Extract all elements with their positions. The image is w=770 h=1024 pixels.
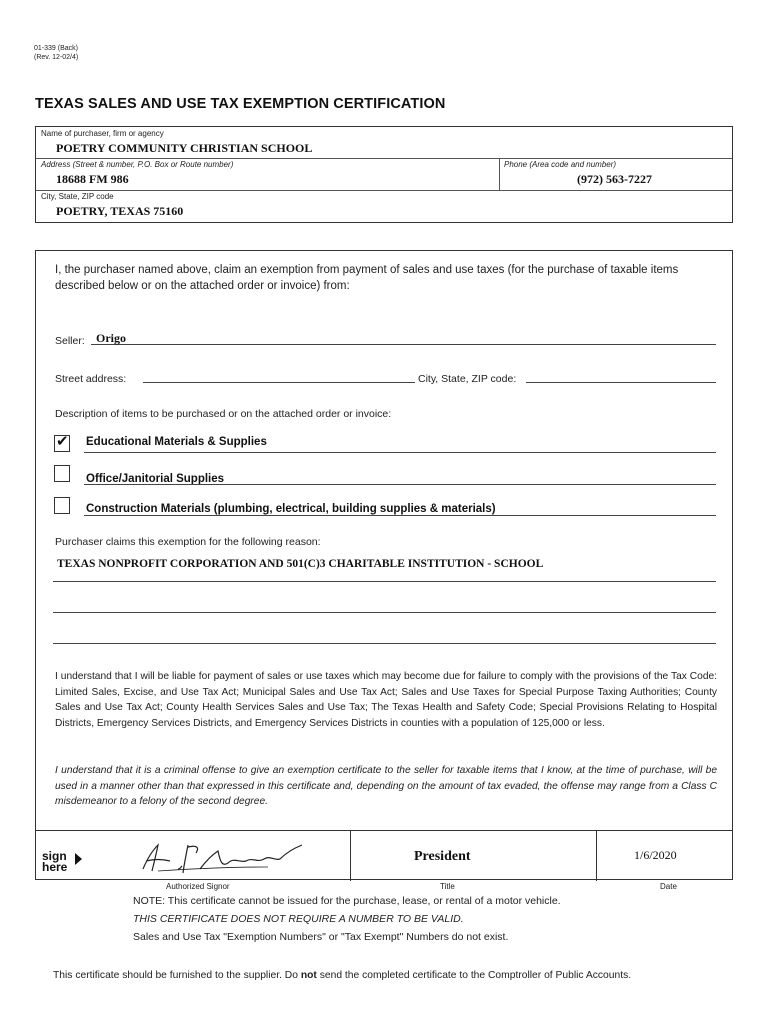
item-checkbox-office[interactable]	[54, 465, 70, 482]
item-label-educational: Educational Materials & Supplies	[86, 436, 267, 448]
signature-row	[36, 830, 732, 881]
sign-here-line1: sign	[42, 849, 67, 863]
address-field[interactable]: 18688 FM 986	[56, 172, 129, 186]
note-no-number: THIS CERTIFICATE DOES NOT REQUIRE A NUMBER TO BE VALID.	[133, 913, 464, 925]
seller-label: Seller:	[55, 335, 85, 347]
item-label-construction: Construction Materials (plumbing, electrical, building supplies & materials)	[86, 503, 496, 515]
reason-line	[53, 612, 716, 613]
purchaser-name-label: Name of purchaser, firm or agency	[41, 129, 164, 138]
form-number	[34, 44, 78, 62]
sign-here-label	[42, 851, 67, 873]
item-checkbox-construction[interactable]	[54, 497, 70, 514]
form-revision-text: (Rev. 12-02/4)	[34, 54, 79, 61]
item-label-office: Office/Janitorial Supplies	[86, 473, 225, 485]
page-title: TEXAS SALES AND USE TAX EXEMPTION CERTIFICATION	[35, 96, 446, 112]
description-label: Description of items to be purchased or on the attached order or invoice:	[55, 408, 392, 420]
divider	[499, 158, 500, 190]
reason-line	[53, 581, 716, 582]
address-label	[41, 160, 233, 169]
sign-here-arrow-icon	[75, 853, 82, 865]
footer-text-before: This certificate should be furnished to the supplier. Do	[53, 970, 301, 981]
title-caption: Title	[440, 882, 455, 891]
note-exemption-numbers: Sales and Use Tax "Exemption Numbers" or "Tax Exempt" Numbers do not exist.	[133, 931, 509, 943]
reason-label: Purchaser claims this exemption for the following reason:	[55, 536, 321, 548]
date-caption: Date	[660, 882, 677, 891]
item-line	[84, 515, 716, 516]
criminal-offense-statement: I understand that it is a criminal offense to give an exemption certificate to the seller for taxable items that I know, at the time of purchase, will be used in a manner other than that expressed in this certificate and, depending on the amount of tax evaded, the offense may range from a Class C misdemeanor to a felony of the second degree.	[55, 765, 717, 808]
divider	[36, 190, 732, 191]
liability-statement: I understand that I will be liable for payment of sales or use taxes which may become due for failure to comply with the provisions of the Tax Code: Limited Sales, Excise, and Use Tax Act; Municipal Sales and Use Tax Act; Sales and Use Taxes for Special Purpose Taxing Authorities; County Sales and Use Tax Act; County Health Services Sales and Use Tax; The Texas Health and Safety Code; Special Provisions Relating to Hospital Districts, Emergency Services Districts, and Emergency Services Districts in counties with a population of 125,000 or less.	[55, 671, 717, 729]
exemption-claim-box	[35, 250, 733, 880]
divider	[596, 831, 597, 881]
purchaser-info-box	[35, 126, 733, 223]
seller-city-label: City, State, ZIP code:	[418, 373, 517, 385]
street-address-line	[143, 382, 415, 383]
divider	[36, 158, 732, 159]
city-field[interactable]: POETRY, TEXAS 75160	[56, 204, 184, 218]
signature-field[interactable]	[88, 839, 350, 879]
item-checkbox-educational[interactable]	[54, 435, 70, 452]
authorized-signor-caption: Authorized Signor	[166, 882, 230, 891]
footer-text-after: send the completed certificate to the Comptroller of Public Accounts.	[316, 970, 632, 981]
signature-scribble-icon	[88, 839, 350, 879]
reason-line	[53, 643, 716, 644]
divider	[350, 831, 351, 881]
title-field[interactable]: President	[414, 849, 471, 864]
reason-field[interactable]: TEXAS NONPROFIT CORPORATION AND 501(C)3 CHARITABLE INSTITUTION - SCHOOL	[57, 558, 544, 570]
purchaser-name-field[interactable]: POETRY COMMUNITY CHRISTIAN SCHOOL	[56, 141, 313, 155]
street-address-label: Street address:	[55, 373, 127, 385]
note-motor-vehicle: NOTE: This certificate cannot be issued for the purchase, lease, or rental of a motor vehicle.	[133, 895, 561, 907]
phone-label: Phone (Area code and number)	[504, 160, 617, 169]
item-line	[84, 484, 716, 485]
address-label-text: Address (Street & number, P.O. Box or Route number)	[41, 160, 234, 169]
seller-line	[91, 344, 716, 345]
seller-field[interactable]: Origo	[96, 331, 126, 345]
date-field[interactable]: 1/6/2020	[634, 848, 677, 862]
claim-intro-text: I, the purchaser named above, claim an exemption from payment of sales and use taxes (for the purchase of taxable items described below or on the attached order or invoice) from:	[55, 264, 679, 292]
footer-text-bold: not	[300, 970, 317, 981]
item-line	[84, 452, 716, 453]
form-number-text: 01-339 (Back)	[34, 45, 78, 52]
phone-field[interactable]: (972) 563-7227	[577, 172, 652, 186]
seller-city-line	[526, 382, 716, 383]
city-label: City, State, ZIP code	[41, 192, 114, 201]
sign-here-line2: here	[42, 860, 68, 874]
checkmark-icon: ✔	[56, 433, 69, 450]
footer-instruction	[53, 970, 631, 981]
